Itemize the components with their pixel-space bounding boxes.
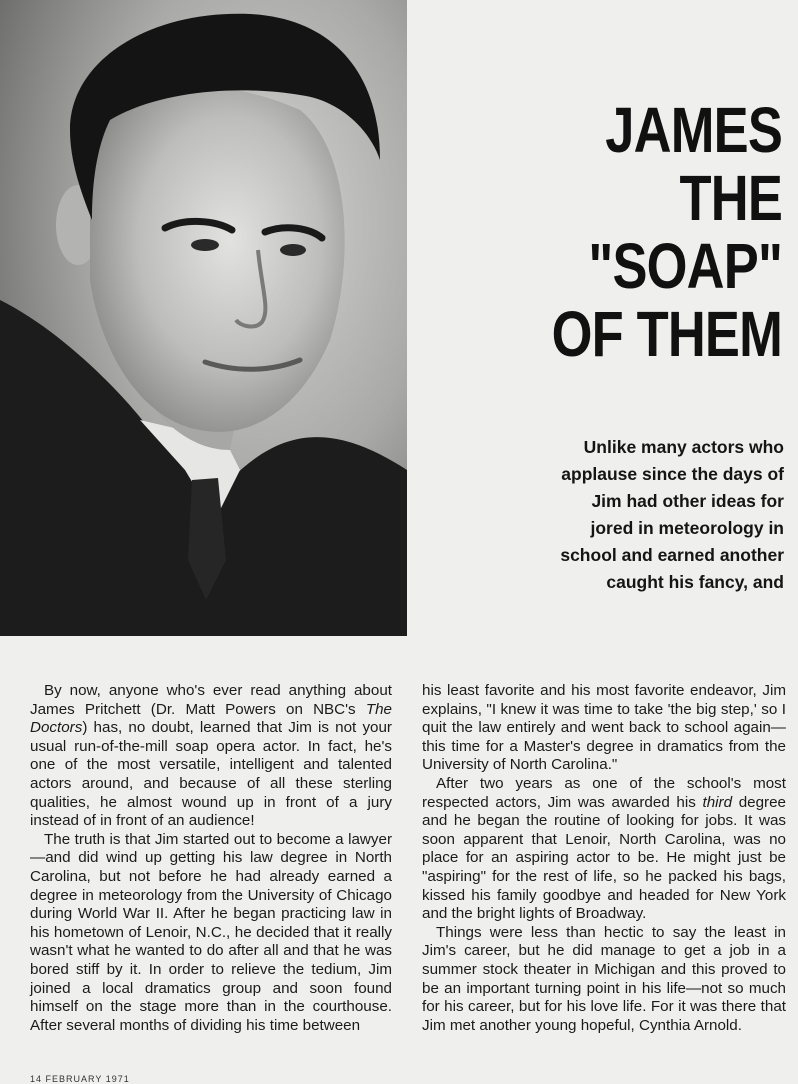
- portrait-illustration: [0, 0, 407, 636]
- headline-line: JAMES: [605, 94, 782, 166]
- article-paragraph: [422, 682, 786, 775]
- paragraph-text: By now, anyone who's ever read anything about James Pritchett (Dr. Matt Powers on NBC's: [30, 682, 392, 718]
- article-paragraph: [30, 682, 392, 831]
- paragraph-text: After two years as one of the school's most respected actors, Jim was awarded his: [422, 774, 786, 811]
- article-paragraph: [30, 831, 392, 1036]
- paragraph-text: The truth is that Jim started out to become a lawyer—and did wind up getting his law degree in North Carolina, but not before he had already earned a degree in meteorology from the University of Chicago during World War II. After he began practicing law in his hometown of Lenoir, N.C., he decided that it really wasn't what he wanted to do after all and that he was bored stiff by it. In order to relieve the tedium, Jim joined a local dramatics group and soon found himself on the stage more than in the courthouse. After several months of dividing his time between: [30, 830, 392, 1034]
- deck-line: school and earned another: [560, 545, 784, 565]
- deck-line: caught his fancy, and: [606, 572, 784, 592]
- article-column-left: [30, 682, 392, 1035]
- paragraph-text: Things were less than hectic to say the least in Jim's career, but he did manage to get a job in a summer stock theater in Michigan and this proved to be an important turning point in his life—not so much for his career, but for his love life. For it was there that Jim met another young hopeful, Cynthia Arnold.: [422, 923, 786, 1034]
- article-headline: [470, 96, 782, 368]
- headline-line: OF THEM: [551, 298, 782, 370]
- deck-line: jored in meteorology in: [590, 518, 784, 538]
- article-column-right: [422, 682, 786, 1035]
- deck-line: Jim had other ideas for: [591, 491, 784, 511]
- article-paragraph: [422, 924, 786, 1036]
- deck-line: applause since the days of: [561, 464, 784, 484]
- paragraph-text: degree and he began the routine of looking for jobs. It was soon apparent that Lenoir, North Carolina, was no place for an aspiring actor to be. He might just be "aspiring" for the rest of life, so he packed his bags, kissed his family goodbye and headed for New York and the bright lights of Broadway.: [422, 793, 786, 923]
- paragraph-text: his least favorite and his most favorite endeavor, Jim explains, "I knew it was time to take 'the big step,' so I quit the law entirely and went back to school again—this time for a Master's degree in dramatics from the University of North Carolina.": [422, 682, 786, 774]
- paragraph-italic: third: [702, 793, 733, 811]
- article-paragraph: [422, 775, 786, 924]
- headline-line: THE: [679, 162, 782, 234]
- portrait-photo: [0, 0, 407, 636]
- deck-line: Unlike many actors who: [583, 437, 784, 457]
- article-deck: [424, 434, 784, 596]
- page-folio: 14 FEBRUARY 1971: [30, 1074, 130, 1084]
- paragraph-text: ) has, no doubt, learned that Jim is not your usual run-of-the-mill soap opera actor. In fact, he's one of the most versatile, intelligent and talented actors around, and because of all these sterling qualities, he almost wound up in front of a jury instead of in front of an audience!: [30, 719, 392, 830]
- paragraph-italic: The Doctors: [30, 700, 392, 737]
- headline-line: "SOAP": [588, 230, 782, 302]
